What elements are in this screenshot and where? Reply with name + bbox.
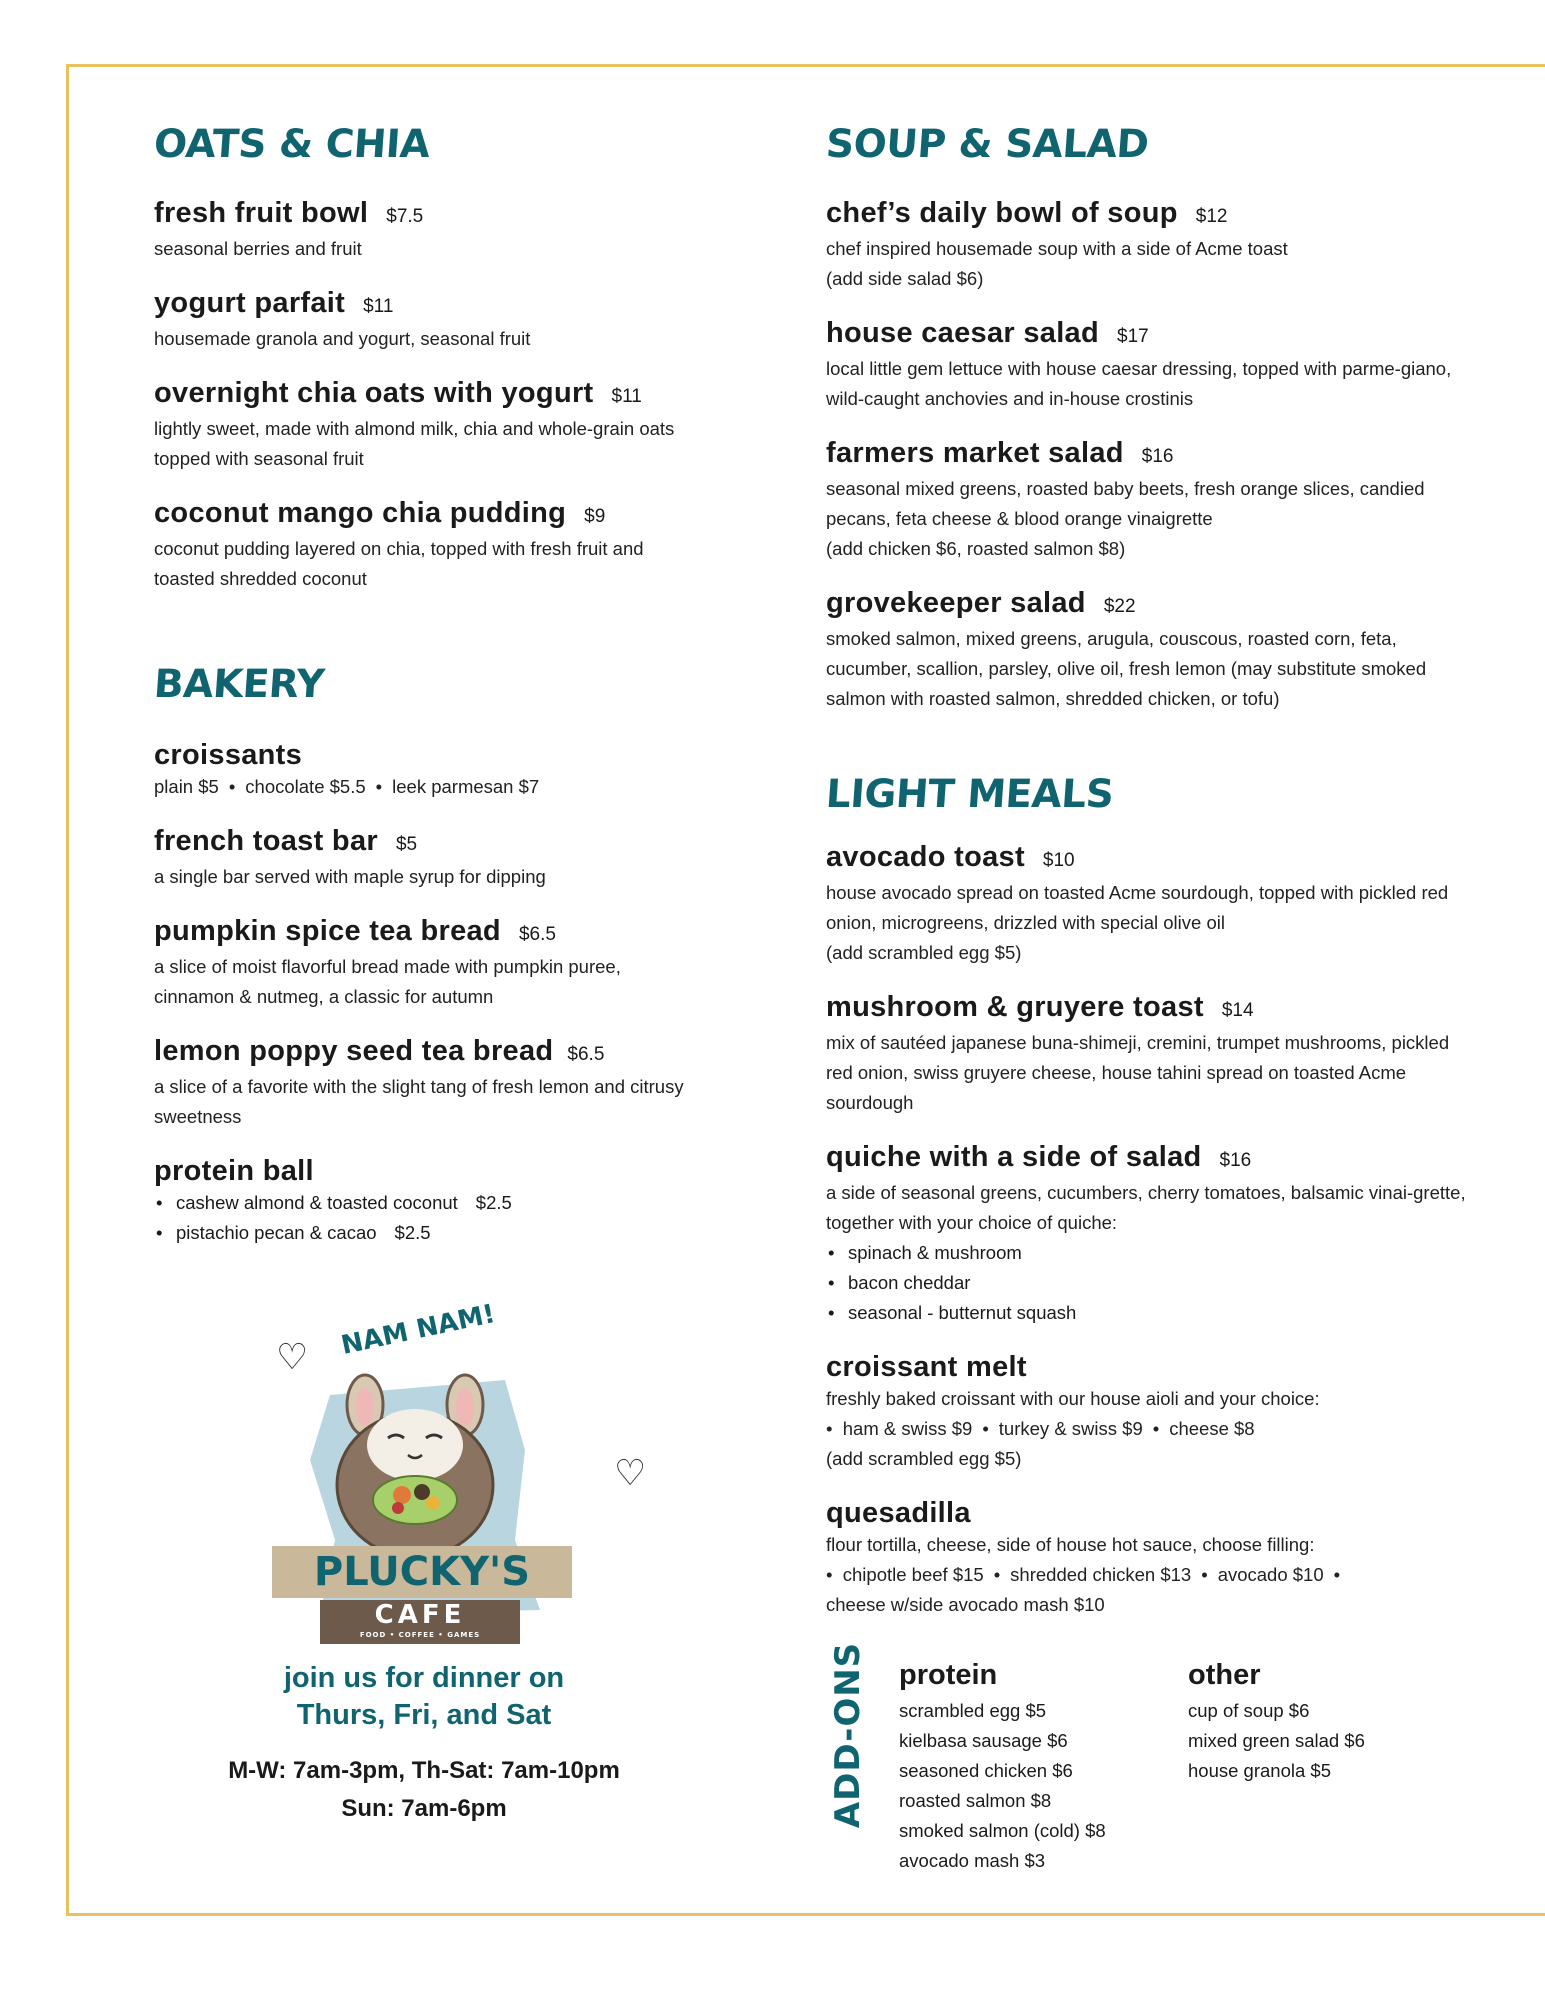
option-name: pistachio pecan & cacao (176, 1222, 377, 1243)
item-name: yogurt parfait (154, 287, 346, 319)
item-name: croissants (154, 739, 303, 771)
bullet-separator: • (228, 776, 236, 797)
menu-item (826, 196, 1506, 294)
logo-subtagline: FOOD • COFFEE • GAMES (359, 1631, 481, 1639)
menu-item (826, 1496, 1506, 1620)
croissant-options (154, 772, 714, 802)
section-title-bakery: BAKERY (152, 662, 326, 707)
option: plain $5 (154, 776, 219, 797)
menu-item-protein-ball (154, 1154, 714, 1248)
option: shredded chicken $13 (1010, 1564, 1192, 1585)
item-price: $17 (1117, 326, 1149, 347)
item-name: fresh fruit bowl (154, 197, 369, 229)
item-description: freshly baked croissant with our house aioli and your choice: (826, 1388, 1320, 1409)
item-name: chef’s daily bowl of soup (826, 197, 1178, 229)
option-price: $2.5 (394, 1222, 431, 1243)
item-price: $7.5 (386, 206, 424, 227)
item-name: grovekeeper salad (826, 587, 1086, 619)
item-description: coconut pudding layered on chia, topped with fresh fruit and toasted shredded coconut (154, 538, 644, 589)
item-price: $11 (611, 386, 642, 407)
melt-options (826, 1414, 1506, 1444)
item-description: a side of seasonal greens, cucumbers, cherry tomatoes, balsamic vinai-grette, together with your choice of quiche: (826, 1182, 1466, 1233)
item-description: housemade granola and yogurt, seasonal fruit (154, 328, 531, 349)
menu-item (154, 196, 714, 264)
item-name: pumpkin spice tea bread (154, 915, 501, 947)
dinner-line-2: Thurs, Fri, and Sat (296, 1699, 552, 1731)
option: leek parmesan $7 (392, 776, 540, 797)
menu-item (154, 496, 714, 594)
addon-item: seasoned chicken $6 (899, 1760, 1073, 1781)
addon-item: smoked salmon (cold) $8 (899, 1820, 1106, 1841)
opening-hours (154, 1752, 694, 1828)
item-name: overnight chia oats with yogurt (154, 377, 594, 409)
section-title-light-meals: LIGHT MEALS (824, 772, 1115, 817)
option-name: cashew almond & toasted coconut (176, 1192, 458, 1213)
logo-name: PLUCKY'S (272, 1546, 572, 1598)
item-description: a slice of a favorite with the slight tang of fresh lemon and citrusy sweetness (154, 1076, 684, 1127)
item-price: $12 (1195, 206, 1228, 227)
item-name: house caesar salad (826, 317, 1099, 349)
quesadilla-options (826, 1560, 1506, 1590)
heart-icon: ♡ (614, 1452, 647, 1493)
item-name: avocado toast (826, 841, 1025, 873)
item-description: chef inspired housemade soup with a side of Acme toast (826, 238, 1288, 259)
menu-item (154, 914, 714, 1012)
item-name: croissant melt (826, 1351, 1027, 1383)
menu-item (826, 1140, 1506, 1328)
pluckys-cafe-logo (270, 1299, 570, 1639)
addon-item: cup of soup $6 (1188, 1700, 1310, 1721)
item-price: $16 (1219, 1150, 1252, 1171)
dinner-notice (154, 1660, 694, 1734)
menu-item (154, 286, 714, 354)
item-price: $6.5 (567, 1044, 605, 1065)
addon-item: avocado mash $3 (899, 1850, 1046, 1871)
list-item (154, 1218, 714, 1248)
list-item: • bacon cheddar (826, 1268, 1506, 1298)
section-title-soup-salad: SOUP & SALAD (824, 122, 1150, 167)
option-price: $2.5 (475, 1192, 512, 1213)
dinner-line-1: join us for dinner on (283, 1662, 565, 1694)
bullet-separator: • (1333, 1564, 1341, 1585)
menu-item (154, 824, 714, 892)
bullet-separator: • (826, 1418, 833, 1439)
logo-cafe-text: CAFE (374, 1600, 466, 1630)
right-column (826, 122, 1506, 1620)
addons-other (1188, 1656, 1365, 1786)
bullet-separator: • (375, 776, 383, 797)
item-description: house avocado spread on toasted Acme sourdough, topped with pickled red onion, microgreens, drizzled with special olive oil (826, 882, 1449, 933)
item-name: quiche with a side of salad (826, 1141, 1202, 1173)
item-name: farmers market salad (826, 437, 1124, 469)
item-note: (add scrambled egg $5) (826, 1448, 1022, 1469)
addon-item: kielbasa sausage $6 (899, 1730, 1068, 1751)
item-note: (add side salad $6) (826, 268, 984, 289)
addon-item: roasted salmon $8 (899, 1790, 1052, 1811)
menu-item (826, 316, 1506, 414)
bullet-separator: • (1201, 1564, 1208, 1585)
addons-label-text: ADD-ONS (828, 1641, 868, 1829)
menu-item-croissants (154, 738, 714, 802)
bullet-separator: • (982, 1418, 989, 1439)
item-price: $22 (1103, 596, 1136, 617)
logo-tagline-top: NAM NAM! (338, 1299, 498, 1361)
item-name: quesadilla (826, 1497, 971, 1529)
item-price: $9 (584, 506, 606, 527)
addons-protein (899, 1656, 1106, 1876)
addons-protein-title: protein (899, 1659, 998, 1691)
option: turkey & swiss $9 (998, 1418, 1143, 1439)
menu-item (154, 376, 714, 474)
heart-icon: ♡ (276, 1336, 309, 1377)
bullet-separator: • (993, 1564, 1001, 1585)
menu-item (826, 1350, 1506, 1474)
bullet-separator: • (1152, 1418, 1160, 1439)
item-price: $5 (395, 834, 418, 855)
item-description: local little gem lettuce with house caesar dressing, topped with parme-giano, wild-caught anchovies and in-house crostinis (826, 358, 1452, 409)
addon-item: house granola $5 (1188, 1760, 1331, 1781)
addons-other-title: other (1188, 1659, 1261, 1691)
item-price: $10 (1042, 850, 1075, 871)
menu-item (826, 840, 1506, 968)
option: ham & swiss $9 (842, 1418, 973, 1439)
item-description: seasonal mixed greens, roasted baby beets, fresh orange slices, candied pecans, feta cheese & blood orange vinaigrette (826, 478, 1425, 529)
quiche-options (826, 1238, 1506, 1328)
option: cheese $8 (1169, 1418, 1255, 1439)
item-description: seasonal berries and fruit (154, 238, 362, 259)
option: avocado $10 (1217, 1564, 1324, 1585)
menu-item (826, 990, 1506, 1118)
item-name: mushroom & gruyere toast (826, 991, 1204, 1023)
item-price: $6.5 (518, 924, 556, 945)
hours-line-1: M-W: 7am-3pm, Th-Sat: 7am-10pm (228, 1757, 620, 1784)
list-item (154, 1188, 714, 1218)
item-description: flour tortilla, cheese, side of house hot sauce, choose filling: (826, 1534, 1315, 1555)
item-price: $16 (1141, 446, 1174, 467)
item-description: a slice of moist flavorful bread made with pumpkin puree, cinnamon & nutmeg, a classic for autumn (154, 956, 621, 1007)
addons-label (826, 1641, 870, 1829)
option: cheese w/side avocado mash $10 (826, 1594, 1105, 1615)
addon-item: scrambled egg $5 (899, 1700, 1047, 1721)
logo-cafe-banner (320, 1600, 520, 1644)
section-title-oats-chia: OATS & CHIA (152, 122, 432, 167)
menu-item (826, 436, 1506, 564)
menu-item (154, 1034, 714, 1132)
item-name: coconut mango chia pudding (154, 497, 567, 529)
item-description: a single bar served with maple syrup for dipping (154, 866, 546, 887)
item-note: (add scrambled egg $5) (826, 942, 1022, 963)
hours-line-2: Sun: 7am-6pm (341, 1795, 507, 1822)
item-price: $11 (363, 296, 394, 317)
item-description: lightly sweet, made with almond milk, chia and whole-grain oats topped with seasonal fruit (154, 418, 675, 469)
bullet-separator: • (826, 1564, 833, 1585)
item-description: mix of sautéed japanese buna-shimeji, cremini, trumpet mushrooms, pickled red onion, swiss gruyere cheese, house tahini spread on toasted Acme sourdough (826, 1032, 1450, 1113)
protein-ball-options (154, 1188, 714, 1248)
item-name: french toast bar (154, 825, 378, 857)
item-description: smoked salmon, mixed greens, arugula, couscous, roasted corn, feta, cucumber, scallion, parsley, olive oil, fresh lemon (may substitute smoked salmon with roasted salmon, shredded chicken, or tofu) (826, 628, 1427, 709)
option: chipotle beef $15 (842, 1564, 984, 1585)
list-item: • spinach & mushroom (826, 1238, 1506, 1268)
addon-item: mixed green salad $6 (1188, 1730, 1365, 1751)
item-note: (add chicken $6, roasted salmon $8) (826, 538, 1126, 559)
option: chocolate $5.5 (245, 776, 366, 797)
menu-item (826, 586, 1506, 714)
list-item: • seasonal - butternut squash (826, 1298, 1506, 1328)
item-name: lemon poppy seed tea bread (154, 1035, 554, 1067)
item-name: protein ball (154, 1155, 314, 1187)
left-column (154, 122, 714, 1248)
item-price: $14 (1221, 1000, 1254, 1021)
